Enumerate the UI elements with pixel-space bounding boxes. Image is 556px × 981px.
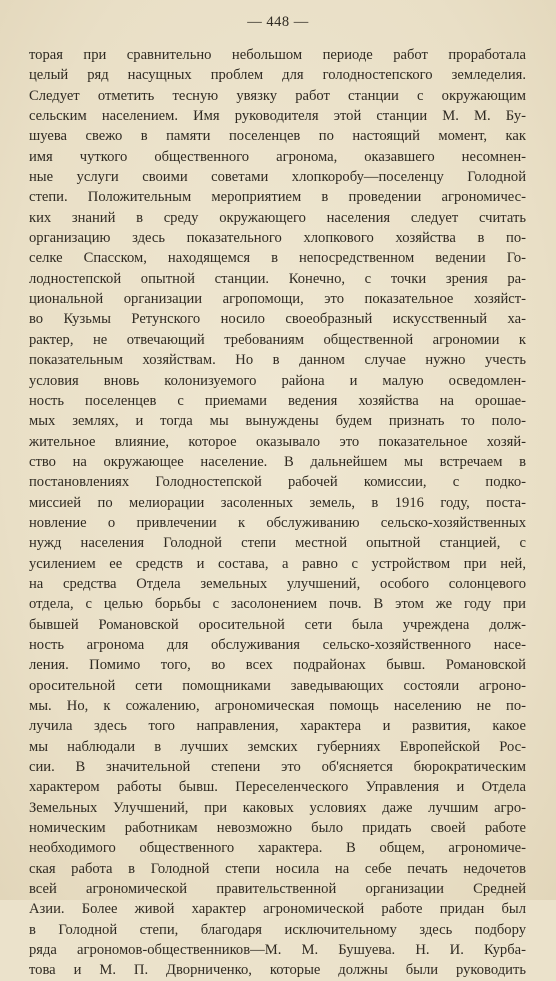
body-text bbox=[29, 45, 526, 981]
text-line: Азии. Более живой характер агрономической работе придан был bbox=[29, 901, 526, 918]
text-line: това и М. П. Дворниченко, которые должны были руководить bbox=[29, 962, 526, 979]
text-line: жительное влияние, которое оказывало это показательное хозяй- bbox=[29, 433, 526, 450]
text-line: имя чуткого общественного агронома, оказавшего несомнен- bbox=[29, 148, 526, 165]
text-line: сельским населением. Имя руководителя этой станции М. М. Бу- bbox=[29, 108, 526, 125]
text-line: ность агронома для обслуживания сельско-хозяйственного насе- bbox=[29, 636, 526, 653]
text-line: ные услуги своими советами хлопкоробу—поселенцу Голодной bbox=[29, 169, 526, 186]
text-line: ская работа в Голодной степи носила на себе печать недочетов bbox=[29, 860, 526, 877]
text-line: Следует отметить тесную увязку работ станции с окружающим bbox=[29, 87, 526, 104]
text-line: ность поселенцев с приемами ведения хозяйства на орошае- bbox=[29, 392, 526, 409]
text-line: постановлениях Голодностепской рабочей комиссии, с подко- bbox=[29, 474, 526, 491]
page-number: — 448 — bbox=[247, 14, 309, 30]
text-line: ления. Помимо того, во всех подрайонах бывш. Романовской bbox=[29, 657, 526, 674]
text-line: характером работы бывш. Переселенческого Управления и Отдела bbox=[29, 779, 526, 796]
text-line: показательным хозяйствам. Но в данном случае нужно учесть bbox=[29, 352, 526, 369]
text-line: нужд населения Голодной степи местной опытной станцией, с bbox=[29, 535, 526, 552]
text-line: сии. В значительной степени это об'ясняется бюрократическим bbox=[29, 759, 526, 776]
text-line: Земельных Улучшений, при каковых условиях даже лучшим агро- bbox=[29, 799, 526, 816]
text-line: лодностепской опытной станции. Конечно, с точки зрения ра- bbox=[29, 270, 526, 287]
text-line: рактер, не отвечающий требованиям общественной агрономии к bbox=[29, 331, 526, 348]
text-line: в Голодной степи, благодаря исключительному здесь подбору bbox=[29, 921, 526, 938]
text-line: необходимого общественного характера. В общем, агрономиче- bbox=[29, 840, 526, 857]
text-line: всей агрономической правительственной организации Средней bbox=[29, 881, 526, 898]
text-line: ство на окружающее население. В дальнейшем мы встречаем в bbox=[29, 453, 526, 470]
text-line: степи. Положительным мероприятием в проведении агрономичес- bbox=[29, 189, 526, 206]
text-line: усилением ее средств и состава, а равно с устройством при ней, bbox=[29, 555, 526, 572]
text-line: бывшей Романовской оросительной сети была учреждена долж- bbox=[29, 616, 526, 633]
text-line: номическим работникам невозможно было придать своей работе bbox=[29, 820, 526, 837]
text-line: организацию здесь показательного хлопкового хозяйства в по- bbox=[29, 230, 526, 247]
text-line: ряда агрономов-общественников—М. М. Бушуева. Н. И. Курба- bbox=[29, 942, 526, 959]
text-line: мы наблюдали в лучших земских губерниях Европейской Рос- bbox=[29, 738, 526, 755]
text-line: миссией по мелиорации засоленных земель, в 1916 году, поста- bbox=[29, 494, 526, 511]
text-line: оросительной сети помощниками заведывающих состояли агроно- bbox=[29, 677, 526, 694]
text-line: шуева свежо в памяти поселенцев по настоящий момент, как bbox=[29, 128, 526, 145]
text-line: во Кузьмы Ретунского носило своеобразный искусственный ха- bbox=[29, 311, 526, 328]
text-line: циональной организации агропомощи, это показательное хозяйст- bbox=[29, 291, 526, 308]
text-line: ких знаний в среду окружающего населения следует считать bbox=[29, 209, 526, 226]
text-line: селке Спасском, находящемся в непосредственном ведении Го- bbox=[29, 250, 526, 267]
text-line: лучила здесь того направления, характера и развития, какое bbox=[29, 718, 526, 735]
text-line: отдела, с целью борьбы с засолонением почв. В этом же году при bbox=[29, 596, 526, 613]
text-line: мы. Но, к сожалению, агрономическая помощь населению не по- bbox=[29, 698, 526, 714]
text-line: торая при сравнительно небольшом периоде работ проработала bbox=[29, 47, 526, 63]
text-line: мых землях, и тогда мы вынуждены будем признать то поло- bbox=[29, 413, 526, 430]
text-line: целый ряд насущных проблем для голодностепского земледелия. bbox=[29, 67, 526, 84]
text-line: условия вновь колонизуемого района и малую осведомлен- bbox=[29, 372, 526, 389]
text-line: новление о привлечении к обслуживанию сельско-хозяйственных bbox=[29, 514, 526, 531]
text-line: на средства Отдела земельных улучшений, особого солонцевого bbox=[29, 575, 526, 592]
